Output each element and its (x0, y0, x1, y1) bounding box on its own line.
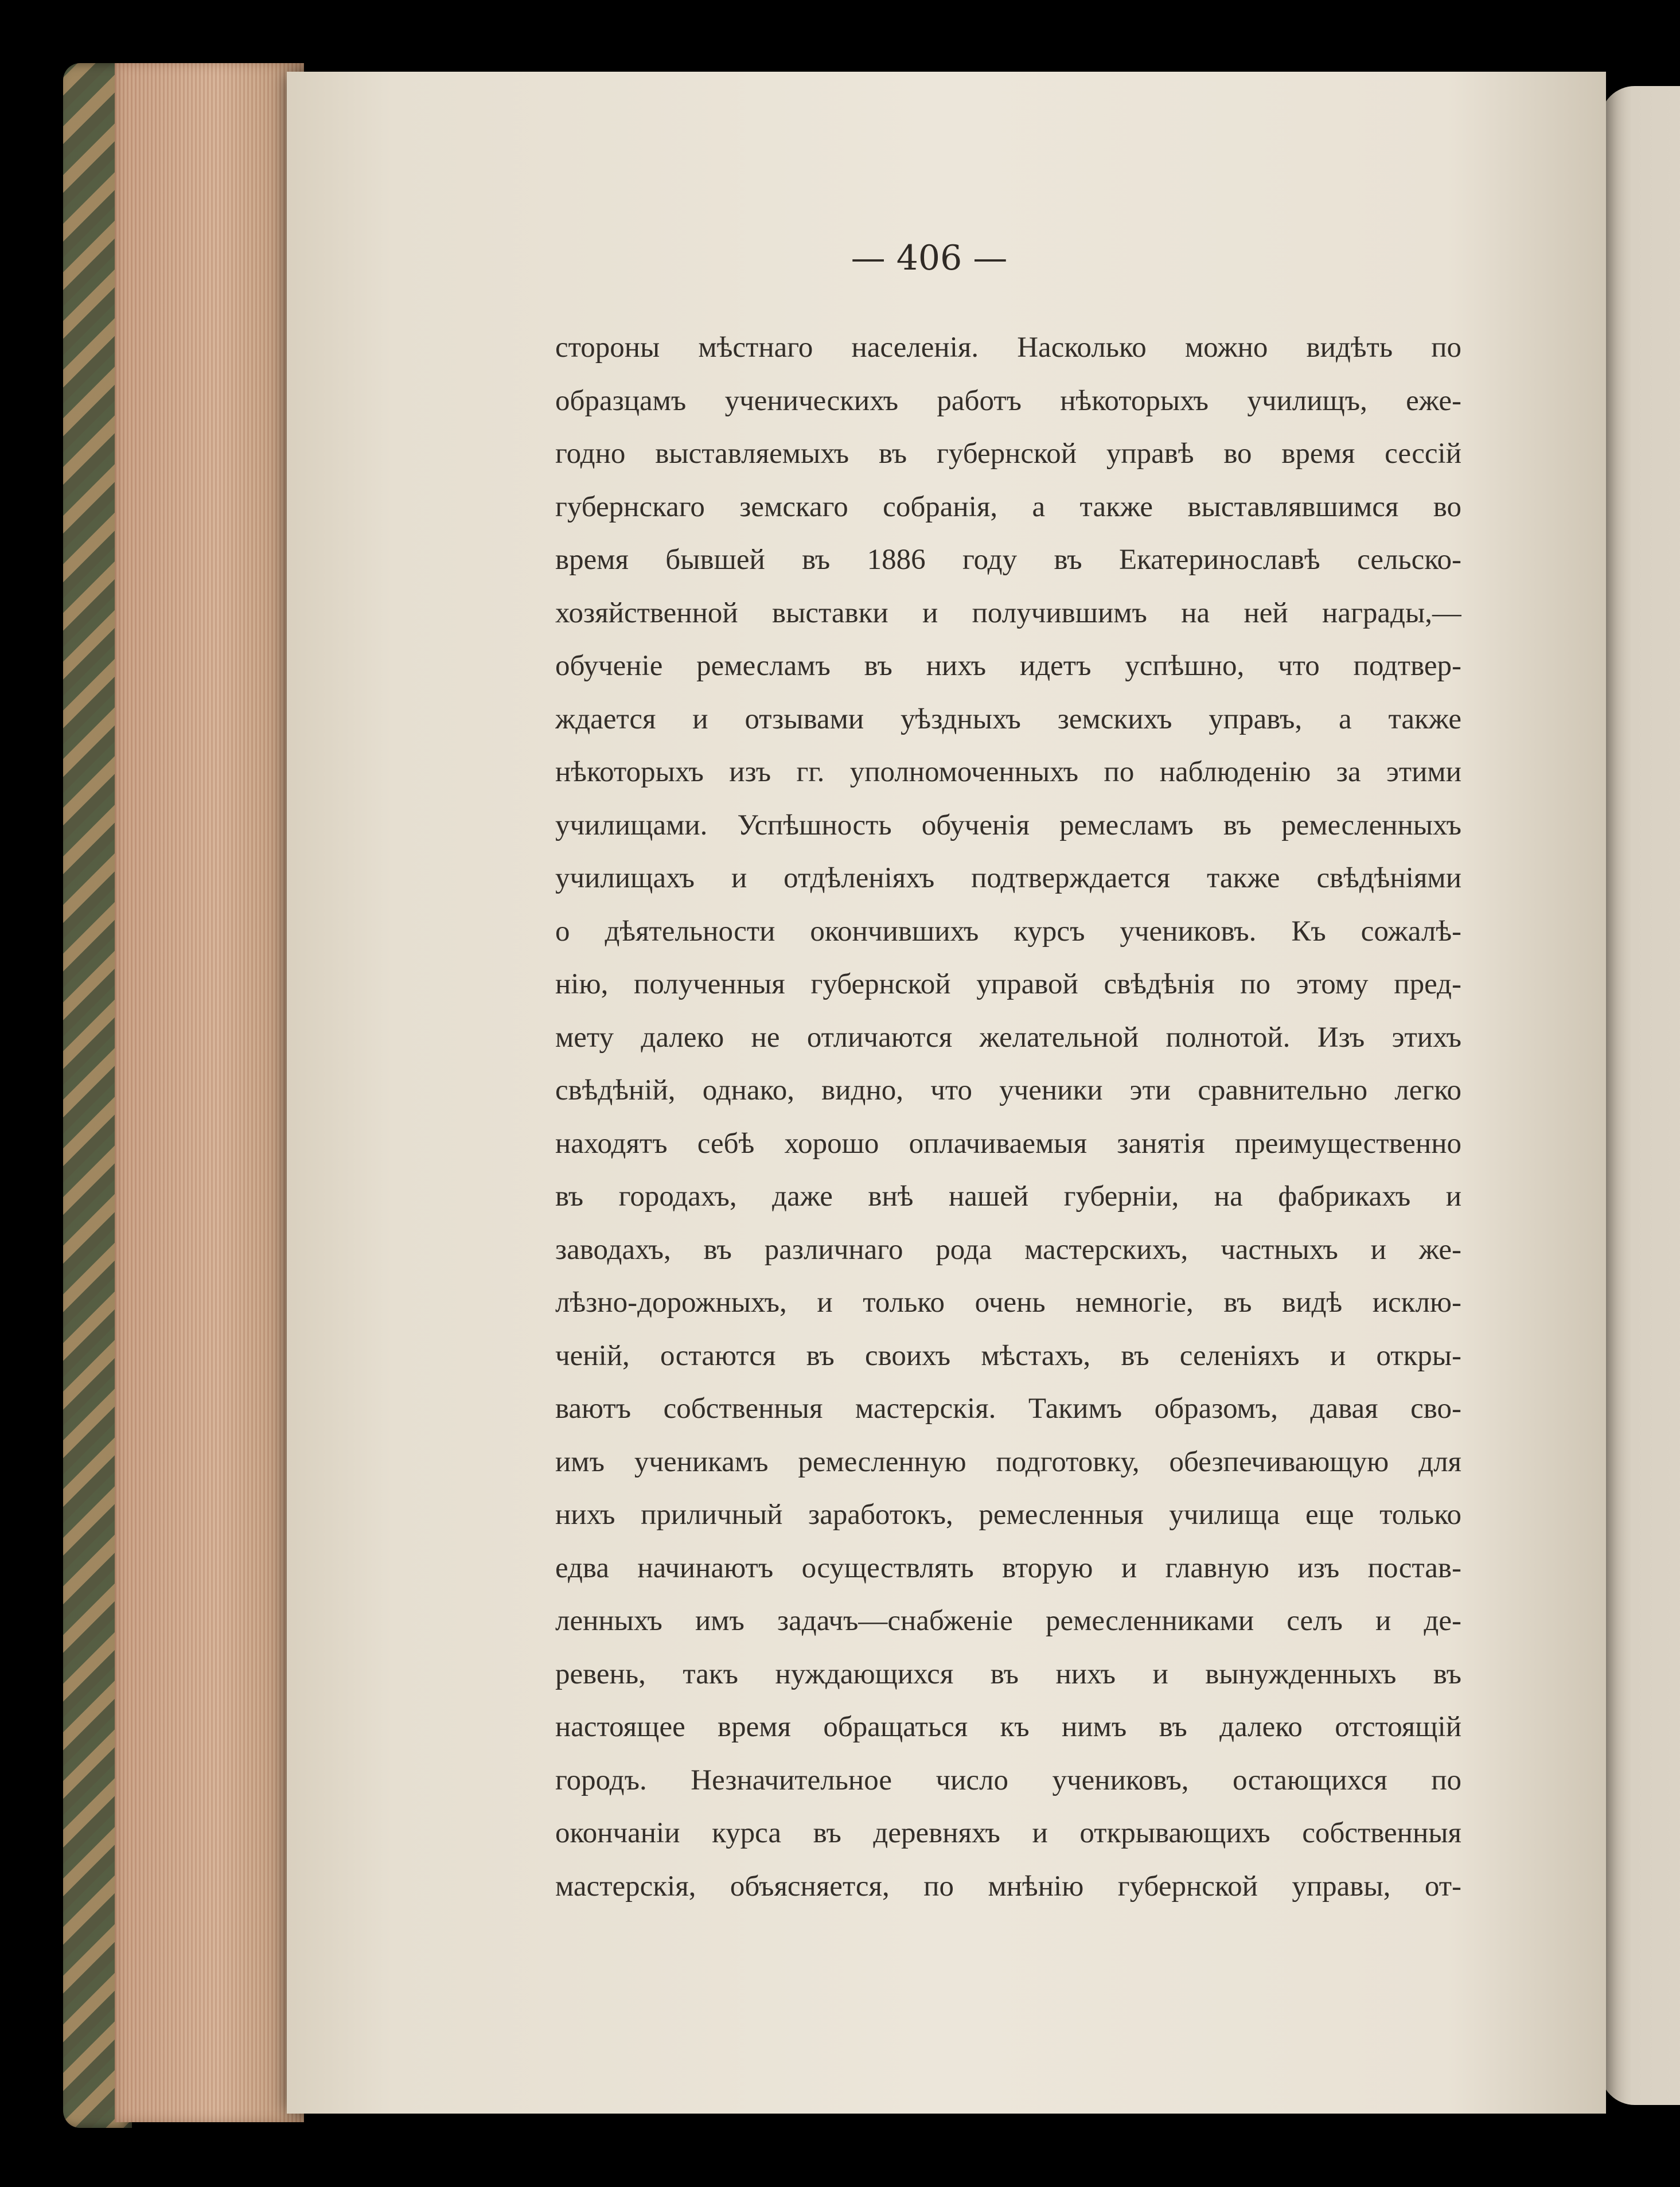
text-line: училищами. Успѣшность обученія ремесламъ въ ремесленныхъ (555, 809, 1461, 841)
next-page-edge (1600, 86, 1680, 2105)
body-text (555, 321, 1461, 1913)
text-line: стороны мѣстнаго населенія. Насколько можно видѣть по (555, 332, 1461, 364)
text-line: въ городахъ, даже внѣ нашей губерніи, на фабрикахъ и (555, 1180, 1461, 1213)
text-line: заводахъ, въ различнаго рода мастерскихъ, частныхъ и же- (555, 1233, 1461, 1266)
text-line: образцамъ ученическихъ работъ нѣкоторыхъ училищъ, еже- (555, 384, 1461, 417)
page-number: — 406 — (851, 238, 1008, 278)
text-line: обученіе ремесламъ въ нихъ идетъ успѣшно, что подтвер- (555, 650, 1461, 682)
text-line: губернскаго земскаго собранія, а также выставлявшимся во (555, 490, 1461, 523)
text-line: ченій, остаются въ своихъ мѣстахъ, въ селеніяхъ и откры- (555, 1339, 1461, 1372)
text-line: нѣкоторыхъ изъ гг. уполномоченныхъ по наблюденію за этими (555, 756, 1461, 788)
text-line: находятъ себѣ хорошо оплачиваемыя занятія преимущественно (555, 1127, 1461, 1160)
text-line: хозяйственной выставки и получившимъ на ней награды,— (555, 597, 1461, 629)
text-line: окончаніи курса въ деревняхъ и открывающихъ собственныя (555, 1817, 1461, 1849)
text-line: мету далеко не отличаются желательной полнотой. Изъ этихъ (555, 1021, 1461, 1054)
text-line: годно выставляемыхъ въ губернской управѣ во время сессій (555, 438, 1461, 470)
text-line: свѣдѣній, однако, видно, что ученики эти сравнительно легко (555, 1074, 1461, 1106)
text-line: нію, полученныя губернской управой свѣдѣнія по этому пред- (555, 968, 1461, 1000)
text-line: ревень, такъ нуждающихся въ нихъ и вынужденныхъ въ (555, 1658, 1461, 1690)
text-line: время бывшей въ 1886 году въ Екатеринославѣ сельско- (555, 544, 1461, 576)
text-line: городъ. Незначительное число учениковъ, остающихся по (555, 1764, 1461, 1796)
book-page (287, 72, 1606, 2114)
text-line: ждается и отзывами уѣздныхъ земскихъ управъ, а также (555, 703, 1461, 735)
text-line: ленныхъ имъ задачъ—снабженіе ремесленниками селъ и де- (555, 1605, 1461, 1637)
text-line: училищахъ и отдѣленіяхъ подтверждается также свѣдѣніями (555, 862, 1461, 894)
text-line: лѣзно-дорожныхъ, и только очень немногіе, въ видѣ исклю- (555, 1287, 1461, 1319)
text-line: имъ ученикамъ ремесленную подготовку, обезпечивающую для (555, 1445, 1461, 1478)
page-block-edge (115, 63, 304, 2122)
text-line: настоящее время обращаться къ нимъ въ далеко отстоящій (555, 1711, 1461, 1743)
text-line: мастерскія, объясняется, по мнѣнію губернской управы, от- (555, 1870, 1461, 1903)
text-line: едва начинаютъ осуществлять вторую и главную изъ постав- (555, 1551, 1461, 1584)
text-line: ваютъ собственныя мастерскія. Такимъ образомъ, давая сво- (555, 1393, 1461, 1425)
text-line: о дѣятельности окончившихъ курсъ учениковъ. Къ сожалѣ- (555, 915, 1461, 948)
text-line: нихъ приличный заработокъ, ремесленныя училища еще только (555, 1499, 1461, 1531)
